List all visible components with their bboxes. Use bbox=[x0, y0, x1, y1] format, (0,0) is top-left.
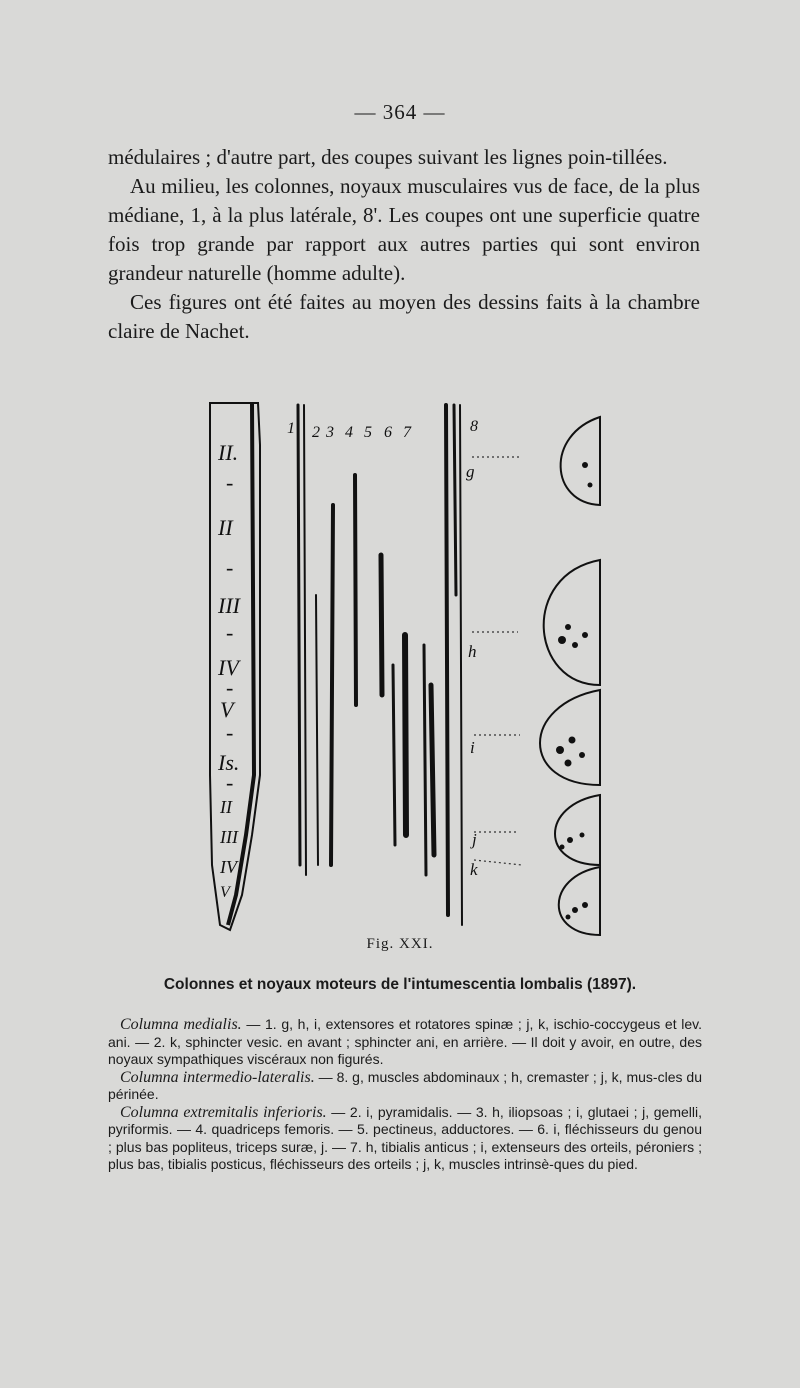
seg-label-13: II bbox=[220, 797, 232, 817]
seg-label-8: - bbox=[226, 675, 234, 700]
body-text bbox=[108, 143, 700, 346]
seg-label-6: - bbox=[226, 620, 234, 645]
figure-title: Colonnes et noyaux moteurs de l'intumescentia lombalis (1897). bbox=[163, 976, 637, 993]
seg-label-9: V bbox=[220, 697, 234, 722]
figure-caption: Fig. XXI. bbox=[366, 936, 434, 952]
seg-label-4: - bbox=[226, 555, 234, 580]
col-number-8: 8 bbox=[470, 418, 478, 435]
col-number-5: 5 bbox=[364, 424, 372, 441]
seg-label-10: - bbox=[226, 720, 234, 745]
seg-label-2: - bbox=[226, 470, 234, 495]
legend-head: Columna intermedio-lateralis. bbox=[120, 1068, 315, 1086]
seg-label-12: - bbox=[226, 770, 234, 795]
seg-label-11: Is. bbox=[218, 750, 240, 775]
legend-head: Columna extremitalis inferioris. bbox=[120, 1103, 327, 1121]
legend-item-extremitalis bbox=[108, 1104, 702, 1174]
seg-label-14: III bbox=[220, 827, 238, 847]
figure-legend bbox=[108, 1016, 702, 1174]
seg-label-15: IV bbox=[220, 857, 237, 877]
cross-sections bbox=[540, 417, 600, 935]
legend-text: — 8. g, muscles abdominaux ; h, cremaster ; j, k, mus-cles du périnée. bbox=[108, 1068, 702, 1102]
legend-head: Columna medialis. bbox=[120, 1016, 242, 1033]
page-number: — 364 — bbox=[354, 100, 446, 124]
letter-i: i bbox=[470, 738, 475, 757]
seg-label-1: II. bbox=[218, 440, 239, 465]
col-number-2: 2 bbox=[312, 424, 320, 441]
legend-item-intermedio-lateralis bbox=[108, 1069, 702, 1104]
col-number-6: 6 bbox=[384, 424, 392, 441]
legend-item-medialis bbox=[108, 1016, 702, 1069]
col-number-7: 7 bbox=[403, 424, 411, 441]
col-number-1: 1 bbox=[287, 420, 295, 437]
seg-label-5: III bbox=[218, 593, 240, 618]
seg-label-16: V bbox=[220, 884, 230, 901]
legend-text: — 1. g, h, i, extensores et rotatores spinæ ; j, k, ischio-coccygeus et lev. ani. — 2. k, sphincter vesic. en avant ; sphincter ani, en arrière. — Il doit y avoir, en outre, des noyaux sympathiques viscéraux non figurés. bbox=[108, 1016, 702, 1067]
legend-text: — 2. i, pyramidalis. — 3. h, iliopsoas ; i, glutaei ; j, gemelli, pyriformis. — 4. quadriceps femoris. — 5. pectineus, adductores. — 6. i, fléchisseurs du genou ; plus bas popliteus, triceps suræ, j. — 7. h, tibialis anticus ; i, extenseurs des orteils, péroniers ; plus bas, tibialis posticus, fléchisseurs des orteils ; j, k, muscles intrinsè-ques du pied. bbox=[108, 1103, 702, 1172]
letter-g: g bbox=[466, 462, 475, 481]
col-number-4: 4 bbox=[345, 424, 353, 441]
dotted-arrows bbox=[472, 457, 522, 865]
paragraph-2: Au milieu, les colonnes, noyaux musculaires vus de face, de la plus médiane, 1, à la plus latérale, 8'. Les coupes ont une superficie quatre fois trop grande par rapport aux autres parties qui sont environ grandeur naturelle (homme adulte). bbox=[108, 174, 700, 285]
seg-label-7: IV bbox=[218, 655, 239, 680]
paragraph-3: Ces figures ont été faites au moyen des dessins faits à la chambre claire de Nachet. bbox=[108, 290, 700, 343]
spinal-cord-figure bbox=[190, 395, 620, 940]
col-number-3: 3 bbox=[326, 424, 334, 441]
letter-j: j bbox=[472, 830, 477, 849]
seg-label-3: II bbox=[218, 515, 233, 540]
paragraph-1: médulaires ; d'autre part, des coupes suivant les lignes poin-tillées. bbox=[108, 145, 668, 169]
letter-h: h bbox=[468, 642, 477, 661]
motor-columns bbox=[298, 405, 462, 925]
letter-k: k bbox=[470, 860, 478, 879]
